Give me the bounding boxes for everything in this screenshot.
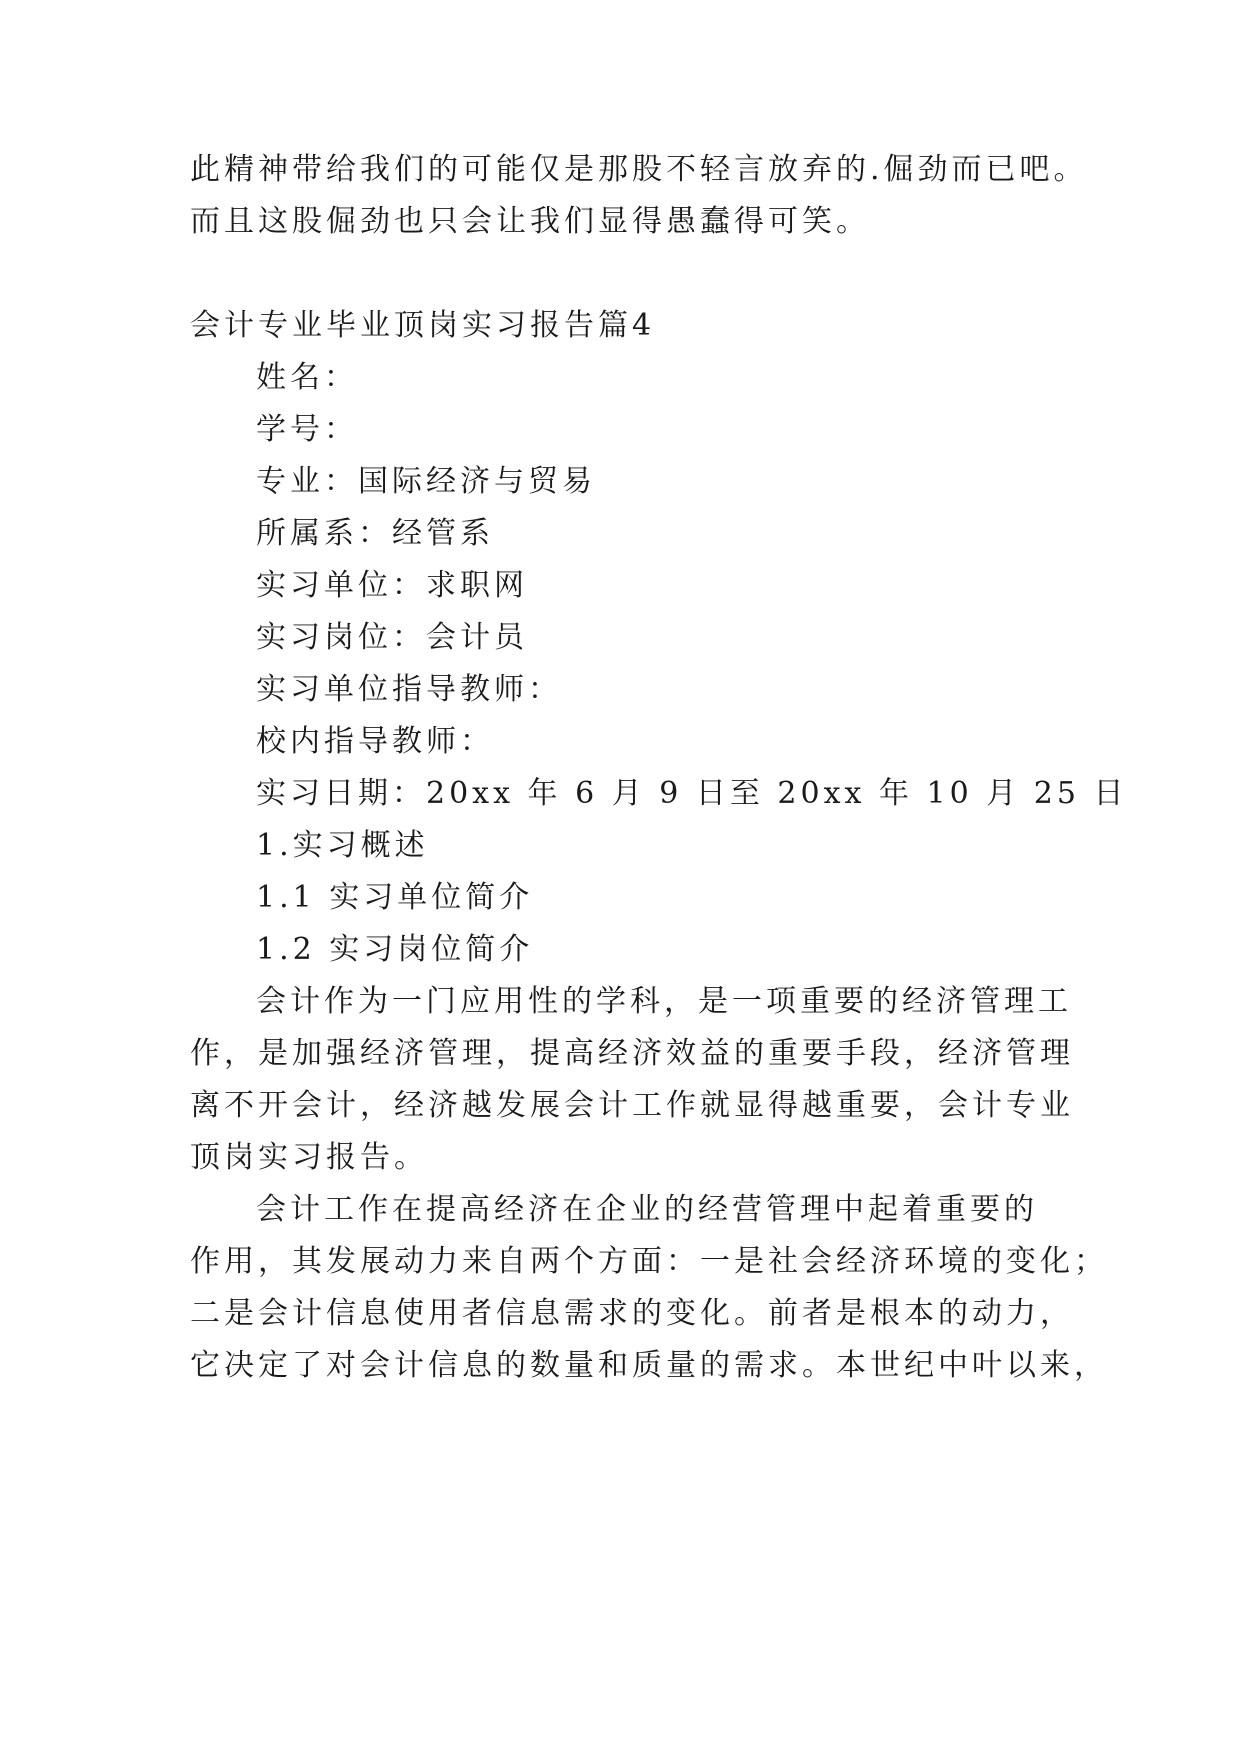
paragraph-1-line-4: 顶岗实习报告。 — [190, 1140, 428, 1175]
paragraph-1-line-2: 作，是加强经济管理，提高经济效益的重要手段，经济管理 — [190, 1036, 1074, 1071]
field-major: 专业：国际经济与贸易 — [256, 464, 596, 499]
field-name: 姓名： — [256, 360, 358, 395]
field-student-id: 学号： — [256, 412, 358, 447]
heading-internship-overview: 1.实习概述 — [256, 828, 429, 863]
paragraph-1-line-3: 离不开会计，经济越发展会计工作就显得越重要，会计专业 — [190, 1088, 1074, 1123]
field-internship-post: 实习岗位：会计员 — [256, 620, 528, 655]
field-internship-unit: 实习单位：求职网 — [256, 568, 528, 603]
heading-unit-intro: 1.1 实习单位简介 — [256, 880, 534, 915]
field-school-supervisor: 校内指导教师： — [256, 724, 494, 759]
intro-line-1: 此精神带给我们的可能仅是那股不轻言放弃的.倔劲而已吧。 — [190, 152, 1088, 187]
field-internship-date: 实习日期：20xx 年 6 月 9 日至 20xx 年 10 月 25 日 — [256, 776, 1128, 811]
paragraph-2-line-2: 作用，其发展动力来自两个方面：一是社会经济环境的变化； — [190, 1244, 1108, 1279]
field-unit-supervisor: 实习单位指导教师： — [256, 672, 562, 707]
paragraph-2-line-3: 二是会计信息使用者信息需求的变化。前者是根本的动力， — [190, 1296, 1074, 1331]
field-department: 所属系：经管系 — [256, 516, 494, 551]
heading-post-intro: 1.2 实习岗位简介 — [256, 932, 534, 967]
paragraph-2-line-1: 会计工作在提高经济在企业的经营管理中起着重要的 — [256, 1192, 1038, 1227]
paragraph-1-line-1: 会计作为一门应用性的学科，是一项重要的经济管理工 — [256, 984, 1072, 1019]
section-title: 会计专业毕业顶岗实习报告篇4 — [190, 308, 656, 343]
intro-line-2: 而且这股倔劲也只会让我们显得愚蠢得可笑。 — [190, 204, 870, 239]
paragraph-2-line-4: 它决定了对会计信息的数量和质量的需求。本世纪中叶以来， — [190, 1348, 1108, 1383]
